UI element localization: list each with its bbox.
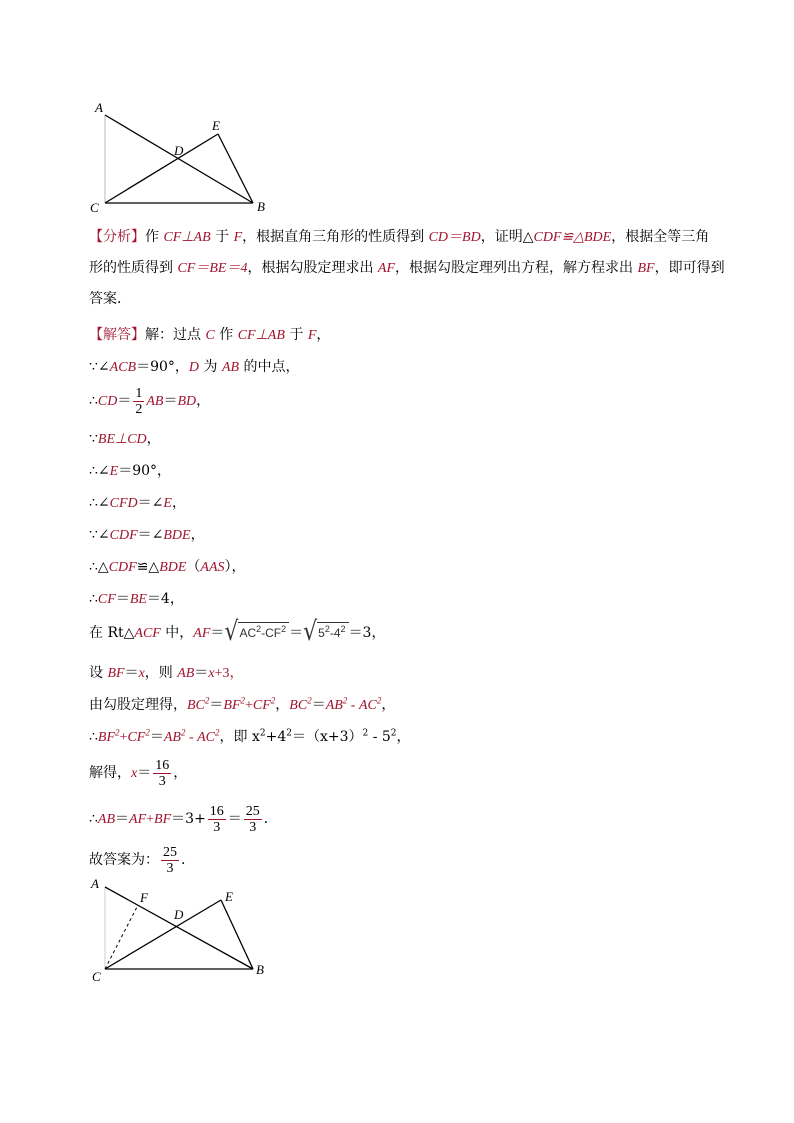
solution-line-7: ∵∠CDF＝∠BDE， bbox=[89, 527, 205, 543]
label-c: C bbox=[90, 200, 99, 215]
solution-line-14: 解得，x＝ $\frac{16}{3}$ ， bbox=[89, 757, 188, 789]
final-answer-line: 故答案为： $\frac{25}{3}$ ． bbox=[89, 844, 195, 876]
label-e2: E bbox=[225, 889, 233, 904]
fraction-25-3: $\frac{25}{3}$ bbox=[245, 803, 260, 835]
solution-line-10: 在 Rt△ACF 中，AF＝ √ $AC^2-CF^2$ ＝ √ $5^2-4^2$ ＝3， bbox=[89, 617, 386, 648]
sqrt-ac-cf: √ $AC^2-CF^2$ bbox=[224, 622, 289, 644]
solution-line-12: 由勾股定理得，$BC^2=BF^2+CF^2$，$BC^2=AB^2 - AC^2$， bbox=[89, 695, 396, 713]
solution-line-4: ∵BE⊥CD， bbox=[89, 431, 161, 447]
fraction-16-3: $\frac{16}{3}$ bbox=[155, 757, 170, 789]
label-d2: D bbox=[174, 907, 184, 922]
solution-line-8: ∴△CDF≌△BDE（AAS）， bbox=[89, 559, 246, 575]
solution-line-9: ∴CF＝BE＝4， bbox=[89, 591, 184, 607]
solution-line-1: 【解答】解：过点 C 作 CF⊥AB 于 F， bbox=[89, 327, 331, 343]
label-d: D bbox=[174, 143, 184, 158]
solution-line-2: ∵∠ACB＝90°，D 为 AB 的中点， bbox=[89, 359, 300, 375]
label-e: E bbox=[212, 118, 220, 133]
label-a2: A bbox=[91, 876, 99, 891]
solution-line-15: ∴AB＝AF+BF＝3+ $\frac{16}{3}$ ＝ $\frac{25}{3}$ ． bbox=[89, 803, 278, 835]
fraction-answer-25-3: $\frac{25}{3}$ bbox=[163, 844, 177, 876]
solution-line-3: ∴CD＝ $\frac{1}{2}$ AB＝BD， bbox=[89, 385, 211, 417]
fraction-one-half: $\frac{1}{2}$ bbox=[135, 385, 143, 417]
solution-line-5: ∴∠E＝90°， bbox=[89, 463, 172, 479]
solution-line-6: ∴∠CFD＝∠E， bbox=[89, 495, 186, 511]
sqrt-5-4: √ $5^2-4^2$ bbox=[303, 622, 348, 644]
analysis-paragraph: 【分析】作 CF⊥AB 于 F，根据直角三角形的性质得到 CD＝BD，证明△CDF≌△BDE，根据全等三角 形的性质得到 CF＝BE＝4，根据勾股定理求出 AF，根据勾股定理列出方程，解方程求出 BF，即可得到 答案． bbox=[89, 229, 725, 307]
analysis-tag: 【分析】 bbox=[89, 229, 145, 245]
geometry-figure-bottom bbox=[85, 873, 285, 988]
solution-line-13: $\therefore BF^2+CF^2=AB^2 - AC^2$，即 $x^2+4^2=(x+3)^2 - 5^2$， bbox=[89, 727, 411, 745]
label-b2: B bbox=[256, 962, 264, 977]
label-c2: C bbox=[92, 969, 101, 984]
fraction-16-3-b: $\frac{16}{3}$ bbox=[209, 803, 224, 835]
solution-line-11: 设 BF＝x，则 AB＝x+3， bbox=[89, 665, 244, 681]
label-f2: F bbox=[140, 890, 148, 905]
label-b: B bbox=[257, 199, 265, 214]
geometry-figure-top bbox=[85, 95, 285, 220]
label-a: A bbox=[95, 100, 103, 115]
